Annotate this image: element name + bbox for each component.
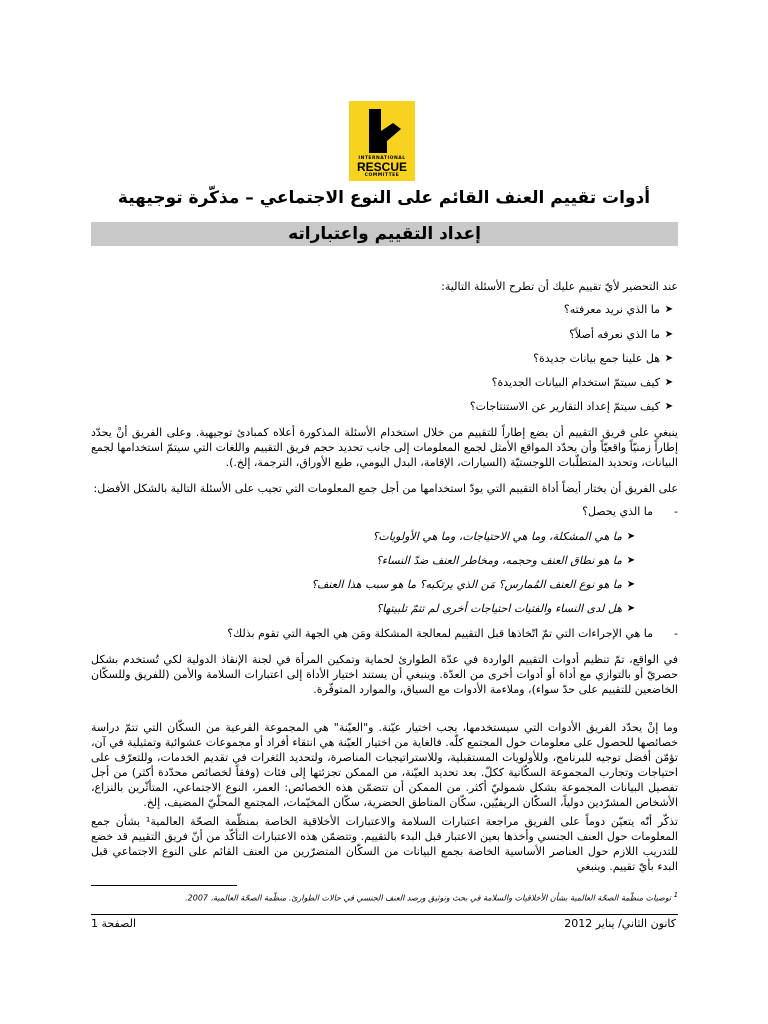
question-item: ➤ ما الذي نعرفه أصلاً؟: [569, 328, 678, 341]
paragraph-sampling: وما إنْ يحدّد الفريق الأدوات التي سيستخدمها، يجب اختيار عيّنة. و"العيّنة" هي المجموعة الفرعية من السكّان التي تتمّ دراسة خصائصها للحصول على معلومات حول المجتمع كلّه. فالغاية من اختيار العيّنة هي انتقاء أفراد أو مجموعات عشوائية وتمثيلية في آن، تؤمّن أفضل توجيه للبرنامج، وللأولويات المستقبلية، وللاستراتيجيات المناصرة، ولتحديد الثغرات في تقديم الخدمات، وللتعرّف على احتياجات وتجارب المجموعة السكّانية ككلّ. بعد تحديد العيّنة، من الممكن تجزئتها إلى فئات (وفقاً لخصائص محدّدة أكثر) من أجل تفصيل البيانات المجموعة بشكل شموليّ أكثر. من الممكن أن تتضمّن هذه الخصائص: العمر، النوع الاجتماعي، المتأثّرين بالنزاع، الأشخاص المشرّدين دولياً، السكّان الريفيّين، سكّان المناطق الحضرية، سكّان المخيّمات، المجتمع المحلّيّ المضيف، إلخ.: [91, 721, 678, 809]
footer-date: كانون الثاني/ يناير 2012: [564, 917, 676, 930]
page-number: الصفحة 1: [91, 917, 137, 930]
dash-bullet: -: [653, 627, 678, 640]
dash-bullet: -: [653, 505, 678, 518]
question-item: ➤ كيف سيتمّ إعداد التقارير عن الاستنتاجات؟: [470, 400, 678, 413]
italic-question-item: ➤ ما هو نطاق العنف وحجمه، ومخاطر العنف ضدّ النساء؟: [376, 554, 640, 567]
arrow-bullet-icon: ➤: [626, 531, 636, 542]
question-item: ➤ كيف سيتمّ استخدام البيانات الجديدة؟: [492, 376, 678, 389]
document-title: أدوات تقييم العنف القائم على النوع الاجتماعي – مذكّرة توجيهية: [117, 188, 651, 208]
sub-question-1: - ما الذي يحصل؟: [582, 505, 678, 518]
footnote-separator: [91, 885, 237, 886]
arrow-bullet-icon: ➤: [664, 304, 674, 315]
italic-question-item: ➤ ما هي المشكلة، وما هي الاحتياجات، وما هي الأولويات؟: [373, 530, 640, 543]
arrow-bullet-icon: ➤: [664, 377, 674, 388]
paragraph-framework: ينبغي على فريق التقييم أن يضع إطاراً للتقييم من خلال استخدام الأسئلة المذكورة أعلاه كمبادئ توجيهية. وعلى الفريق أنْ يحدّد إطاراً زمنيّاً واقعيّاً وأن يحدّد المواقع الأمثل لجمع المعلومات إلى جانب تحديد حجم فريق التقييم واللغات التي سيتمّ استخدامها لجمع البيانات، وتحديد المتطلّبات اللوجستيّة (السيارات، الإقامة، البدل اليومي، طبع الأوراق، الترجمة، إلخ.).: [91, 426, 678, 469]
italic-question-item: ➤ ما هو نوع العنف المُمارس؟ مَن الذي يرتكبه؟ ما هو سبب هذا العنف؟: [311, 578, 640, 591]
arrow-bullet-icon: ➤: [664, 329, 674, 340]
arrow-bullet-icon: ➤: [664, 401, 674, 412]
footnote: [91, 891, 678, 903]
logo-line-1: INTERNATIONAL: [358, 156, 406, 161]
intro-text: عند التحضير لأيّ تقييم عليك أن تطرح الأسئلة التالية:: [441, 280, 678, 293]
footnote-text: توصيات منظّمة الصحّة العالمية بشأن الأخلاقيات والسلامة في بحث وتوثيق ورصد العنف الجنسي في حالات الطوارئ. منظّمة الصحّة العالمية، 2007.: [185, 893, 672, 903]
arrow-bullet-icon: ➤: [664, 353, 674, 364]
question-item: ➤ هل علينا جمع بيانات جديدة؟: [533, 352, 678, 365]
arrow-bullet-icon: ➤: [626, 555, 636, 566]
paragraph-ethics: تذكّر أنّه يتعيّن دوماً على الفريق مراجعة اعتبارات السلامة والاعتبارات الأخلاقية الخاصة بمنظّمة الصحّة العالمية¹ بشأن جمع المعلومات حول العنف الجنسي وأخذها بعين الاعتبار قبل البدء بالتقييم. وتتضمّن هذه الاعتبارات التأكّد من أنّ فريق التقييم قد خضع للتدريب اللازم حول العناصر الأساسية الخاصة بجمع البيانات من السكّان المتضرّرين من العنف القائم على النوع الاجتماعي قبل البدء بأيّ تقييم. وينبغي: [91, 815, 678, 873]
logo-line-2: RESCUE: [356, 160, 407, 174]
footnote-number: 1: [673, 891, 678, 899]
footer-separator: [91, 914, 678, 915]
sub-question-2: - ما هي الإجراءات التي تمّ اتّخاذها قبل التقييم لمعالجة المشكلة ومَن هي الجهة التي تقوم بذلك؟: [227, 627, 678, 640]
italic-question-item: ➤ هل لدى النساء والفتيات احتياجات أخرى لم تتمّ تلبيتها؟: [376, 602, 640, 615]
logo-line-3: COMMITTEE: [364, 173, 400, 178]
arrow-bullet-icon: ➤: [626, 603, 636, 614]
paragraph-tool-choice: على الفريق أن يختار أيضاً أداة التقييم التي يودّ استخدامها من أجل جمع المعلومات التي تجيب على الأسئلة التالية بالشكل الأفضل:: [93, 482, 678, 495]
paragraph-tools-usage: في الواقع، تمّ تنظيم أدوات التقييم الواردة في عدّة الطوارئ لحماية وتمكين المرأة في لجنة الإنقاذ الدولية لكي تُستخدم بشكل حصريّ أو بالتوازي مع أداة أو أدوات أخرى من العدّة. وينبغي أن يستند اختيار الأداة إلى اعتبارات السلامة والأمن (للفريق وللسكّان الخاضعين للتقييم على حدّ سواء)، وملاءمة الأدوات مع السياق، والموارد المتوفّرة.: [91, 653, 678, 696]
question-item: ➤ ما الذي نريد معرفته؟: [564, 303, 678, 316]
section-title: إعداد التقييم واعتباراته: [288, 224, 481, 244]
arrow-bullet-icon: ➤: [626, 579, 636, 590]
